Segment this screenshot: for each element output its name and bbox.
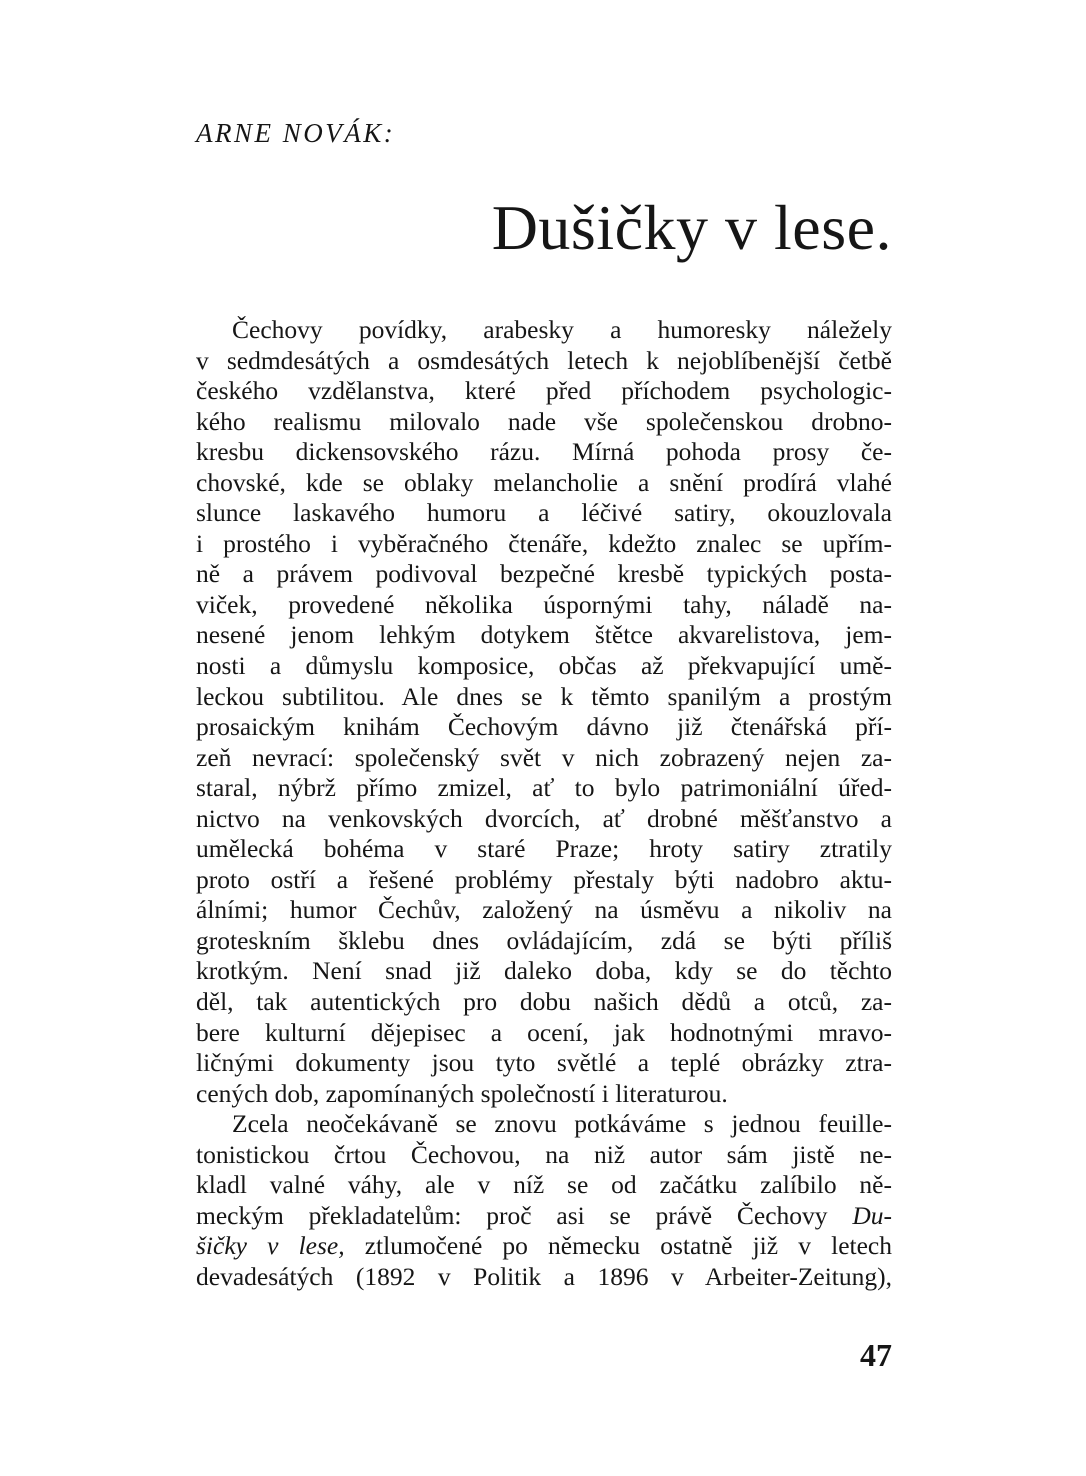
- text-line: českého vzdělanstva, které před příchodem psychologic-: [196, 376, 892, 406]
- text-line: álními; humor Čechův, založený na úsměvu a nikoliv na: [196, 895, 892, 925]
- body-text: [196, 315, 892, 1293]
- text-segment: meckým překladatelům: proč asi se právě Čechovy: [196, 1200, 853, 1230]
- author-name: ARNE NOVÁK:: [196, 118, 396, 148]
- text-line: v sedmdesátých a osmdesátých letech k nejoblíbenější četbě: [196, 345, 892, 375]
- italic-segment: šičky v lese,: [196, 1231, 345, 1261]
- text-line: bere kulturní dějepisec a ocení, jak hodnotnými mravo-: [196, 1017, 892, 1047]
- text-line: Čechovy povídky, arabesky a humoresky náležely: [232, 315, 892, 344]
- text-line: i prostého i vyběračného čtenáře, kdežto znalec se upřím-: [196, 528, 892, 558]
- chapter-title: Dušičky v lese.: [491, 192, 892, 263]
- text-line-with-italic: [196, 1231, 892, 1262]
- text-line: ličnými dokumenty jsou tyto světlé a teplé obrázky ztra-: [196, 1048, 892, 1078]
- text-segment: ztlumočené po německu ostatně již v letech: [344, 1231, 892, 1261]
- text-line: viček, provedené několika úspornými tahy, náladě na-: [196, 589, 892, 619]
- text-line: devadesátých (1892 v Politik a 1896 v Arbeiter-Zeitung),: [196, 1261, 892, 1291]
- text-line: nosti a důmyslu komposice, občas až překvapující umě-: [196, 651, 892, 681]
- text-line: kého realismu milovalo nade vše společenskou drobno-: [196, 406, 892, 436]
- text-line: zeň nevrací: společenský svět v nich zobrazený nejen za-: [196, 742, 892, 772]
- text-line: chovské, kde se oblaky melancholie a snění prodírá vlahé: [196, 467, 892, 497]
- italic-segment: Du-: [852, 1200, 892, 1230]
- text-line: staral, nýbrž přímo zmizel, ať to bylo patrimoniální úřed-: [196, 773, 892, 803]
- page-number: 47: [860, 1337, 892, 1373]
- text-line: leckou subtilitou. Ale dnes se k těmto spanilým a prostým: [196, 681, 892, 711]
- text-line: děl, tak autentických pro dobu našich dědů a otců, za-: [196, 987, 892, 1017]
- text-line: nesené jenom lehkým dotykem štětce akvarelistova, jem-: [196, 620, 892, 650]
- text-line: Zcela neočekávaně se znovu potkáváme s jednou feuille-: [232, 1109, 892, 1139]
- text-line-with-italic: [196, 1201, 892, 1232]
- text-line: nictvo na venkovských dvorcích, ať drobné měšťanstvo a: [196, 803, 892, 833]
- text-line: slunce laskavého humoru a léčivé satiry, okouzlovala: [196, 498, 892, 528]
- text-line: proto ostří a řešené problémy přestaly býti nadobro aktu-: [196, 864, 892, 894]
- text-line: kladl valné váhy, ale v níž se od začátku zalíbilo ně-: [196, 1170, 892, 1200]
- text-line: prosaickým knihám Čechovým dávno již čtenářská pří-: [196, 712, 892, 742]
- text-line: umělecká bohéma v staré Praze; hroty satiry ztratily: [196, 834, 892, 864]
- text-line: cených dob, zapomínaných společností i literaturou.: [196, 1078, 728, 1108]
- text-line: tonistickou črtou Čechovou, na niž autor sám jistě ne-: [196, 1139, 892, 1169]
- text-line: ně a právem podivoval bezpečné kresbě typických posta-: [196, 559, 892, 589]
- text-line: krotkým. Není snad již daleko doba, kdy se do těchto: [196, 956, 892, 986]
- text-line: kresbu dickensovského rázu. Mírná pohoda prosy če-: [196, 437, 892, 467]
- text-line: groteskním šklebu dnes ovládajícím, zdá se býti příliš: [196, 925, 892, 955]
